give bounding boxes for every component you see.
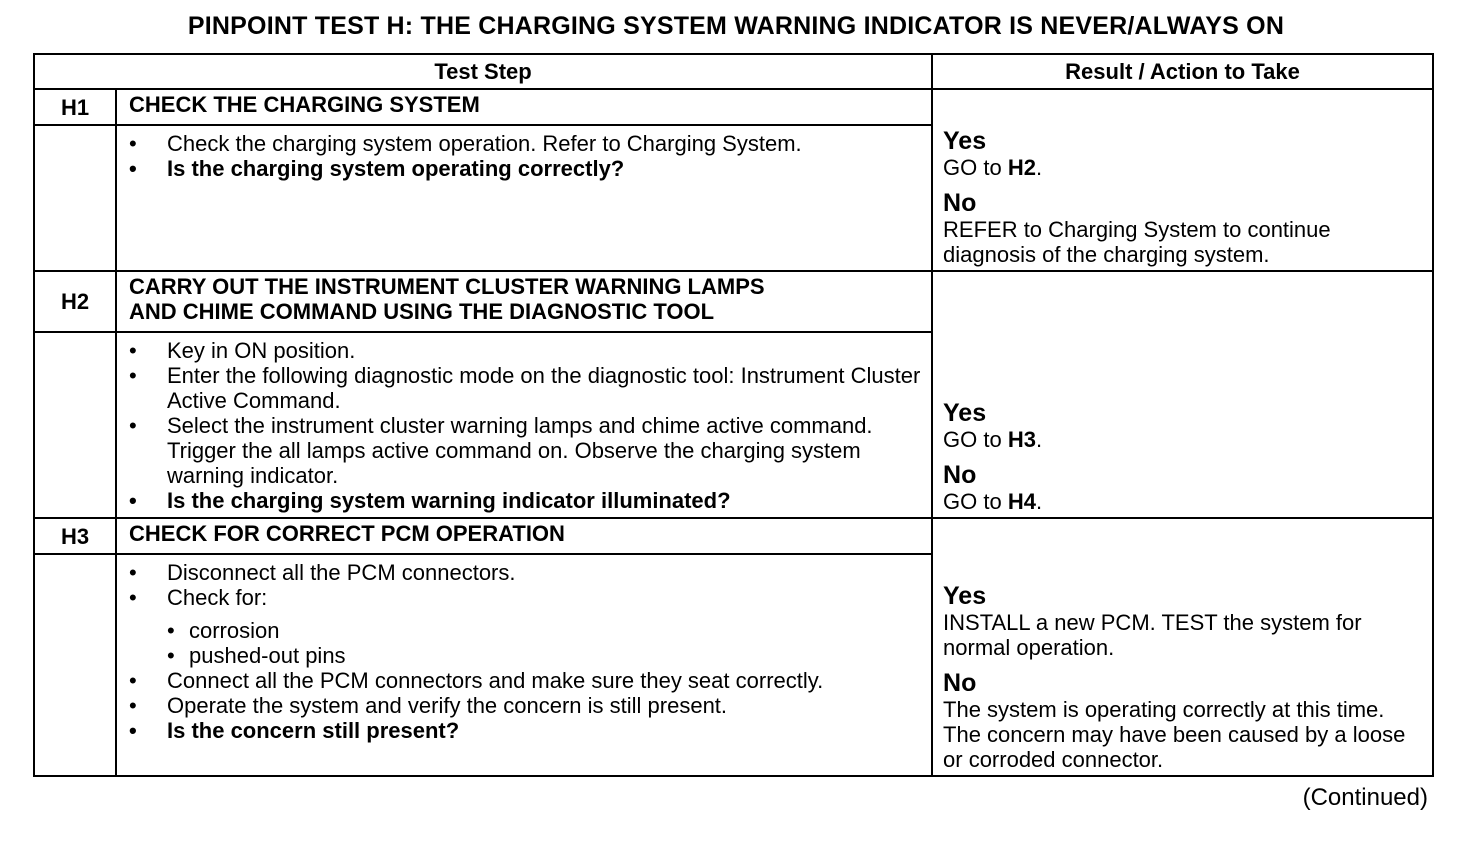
pinpoint-test-table bbox=[33, 53, 1434, 777]
continued-note: (Continued) bbox=[1302, 784, 1428, 811]
no-action: The system is operating correctly at this time. The concern may have been caused by a loose or corroded connector. bbox=[943, 697, 1406, 772]
sub-list-item: • pushed-out pins bbox=[167, 643, 921, 668]
yes-action: INSTALL a new PCM. TEST the system for normal operation. bbox=[943, 610, 1362, 660]
list-item: • Connect all the PCM connectors and make sure they seat correctly. bbox=[129, 668, 921, 693]
list-item: • Is the charging system warning indicator illuminated? bbox=[129, 488, 921, 513]
sub-list bbox=[167, 618, 921, 668]
no-label: No bbox=[943, 189, 977, 217]
step-h1-title-row bbox=[34, 89, 1433, 125]
yes-label: Yes bbox=[943, 582, 987, 610]
step-h2-result bbox=[932, 271, 1433, 518]
list-item: • Is the concern still present? bbox=[129, 718, 921, 743]
yes-label: Yes bbox=[943, 127, 987, 155]
no-action: GO to H4. bbox=[943, 489, 1043, 514]
step-id: H2 bbox=[34, 271, 116, 332]
list-item: • Enter the following diagnostic mode on the diagnostic tool: Instrument Cluster Active Command. bbox=[129, 363, 921, 413]
no-label: No bbox=[943, 669, 977, 697]
step-title: CHECK THE CHARGING SYSTEM bbox=[116, 89, 932, 125]
yes-action: GO to H3. bbox=[943, 427, 1043, 452]
list-item: • Operate the system and verify the concern is still present. bbox=[129, 693, 921, 718]
header-test-step: Test Step bbox=[34, 54, 932, 89]
step-h1-body bbox=[116, 125, 932, 271]
step-title: CARRY OUT THE INSTRUMENT CLUSTER WARNING LAMPS AND CHIME COMMAND USING THE DIAGNOSTIC TOOL bbox=[116, 271, 932, 332]
step-h1-result bbox=[932, 89, 1433, 271]
step-h3-body bbox=[116, 554, 932, 776]
table-header-row bbox=[34, 54, 1433, 89]
no-action: REFER to Charging System to continue diagnosis of the charging system. bbox=[943, 217, 1331, 267]
sub-list-item: • corrosion bbox=[167, 618, 921, 643]
header-result: Result / Action to Take bbox=[932, 54, 1433, 89]
list-item: • Disconnect all the PCM connectors. bbox=[129, 560, 921, 585]
step-h3-result bbox=[932, 518, 1433, 776]
no-label: No bbox=[943, 461, 977, 489]
yes-action: GO to H2. bbox=[943, 155, 1043, 180]
yes-label: Yes bbox=[943, 399, 987, 427]
list-item: • Check for: • corrosion • pushed-out pins bbox=[129, 585, 921, 668]
step-h2-body bbox=[116, 332, 932, 518]
list-item: • Select the instrument cluster warning lamps and chime active command. Trigger the all lamps active command on. Observe the charging system warning indicator. bbox=[129, 413, 921, 488]
list-item: • Is the charging system operating correctly? bbox=[129, 156, 921, 181]
page-title: PINPOINT TEST H: THE CHARGING SYSTEM WARNING INDICATOR IS NEVER/ALWAYS ON bbox=[187, 12, 1285, 40]
list-item: • Check the charging system operation. Refer to Charging System. bbox=[129, 131, 921, 156]
step-title: CHECK FOR CORRECT PCM OPERATION bbox=[116, 518, 932, 554]
list-item: • Key in ON position. bbox=[129, 338, 921, 363]
step-h2-title-row bbox=[34, 271, 1433, 332]
step-h3-title-row bbox=[34, 518, 1433, 554]
step-id: H1 bbox=[34, 89, 116, 125]
step-id: H3 bbox=[34, 518, 116, 554]
